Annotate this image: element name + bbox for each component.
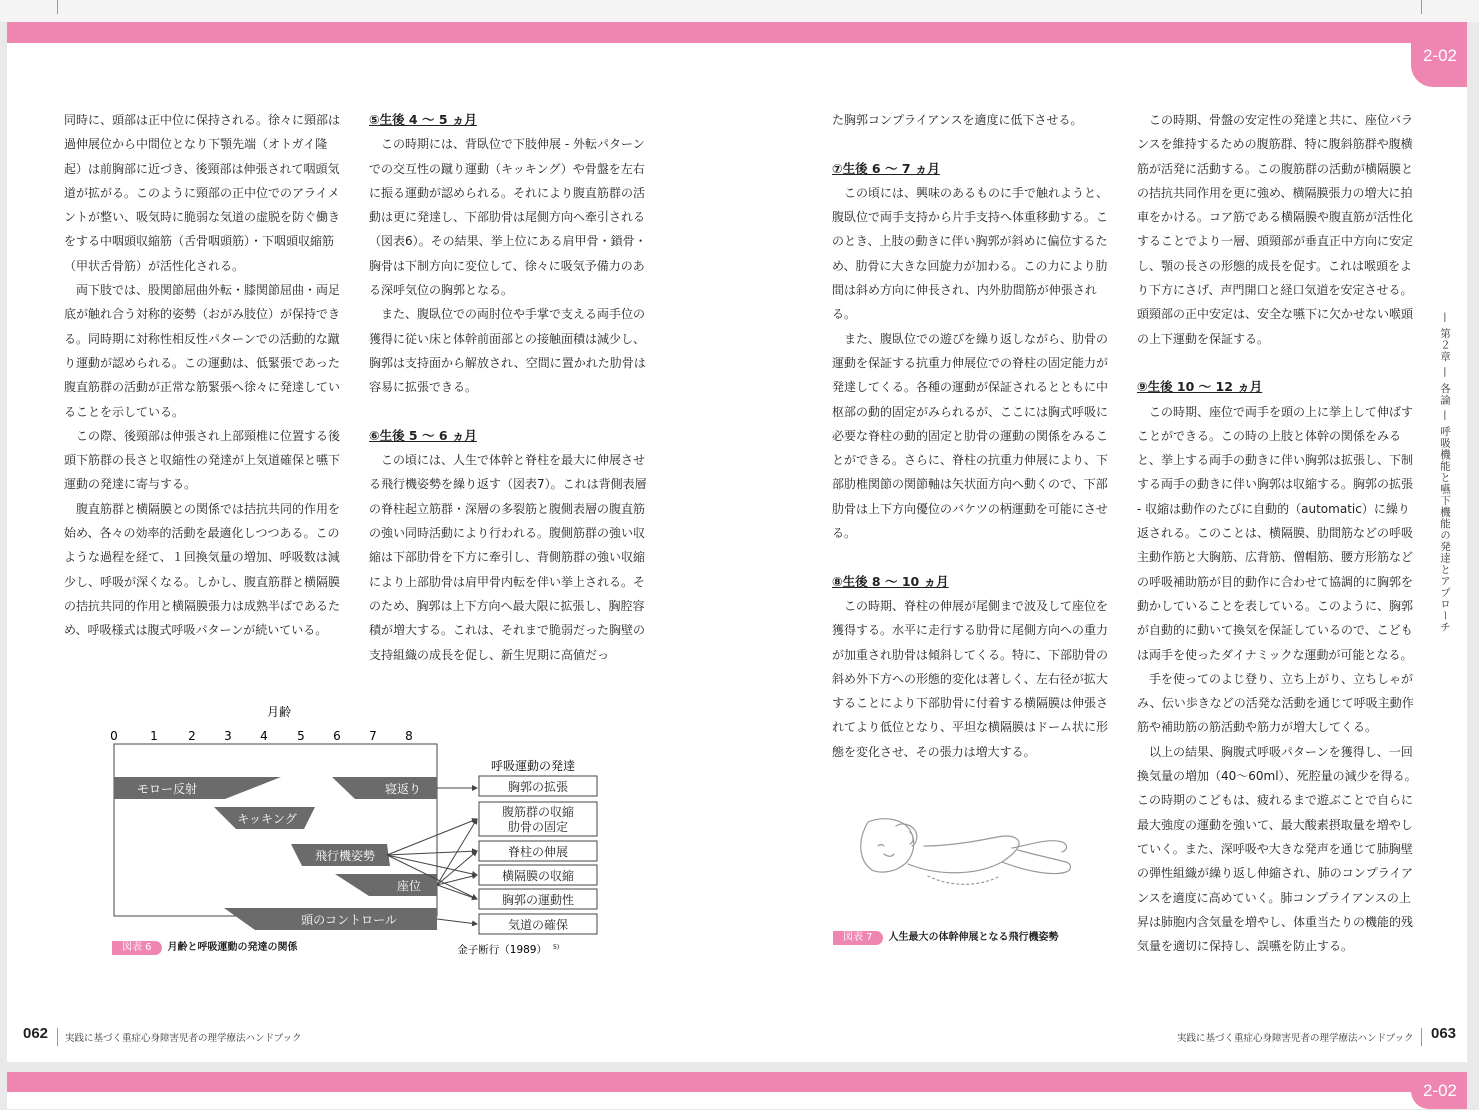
bar-label: 頭のコントロール (301, 913, 397, 927)
paragraph: 同時に、頭部は正中位に保持される。徐々に頸部は過伸展位から中間位となり下顎先端（オトガイ隆起）は前胸部に近づき、後頸部は伸張されて咽頭気道が拡がる。このように頸部の正中位でのアライメントが整い、吸気時に脆弱な気道の虚脱を防ぐ働きをする中咽頭収縮筋（舌骨咽頭筋）・下咽頭収縮筋（甲状舌骨筋）が活性化される。 (64, 113, 341, 273)
sidebar-part: 各論 (1439, 382, 1451, 406)
chapter-tab: 2-02 (1411, 43, 1467, 87)
paragraph: 腹直筋群と横隔膜との関係では拮抗共同的作用を始め、各々の効率的活動を最適化しつつある。このような過程を経て、１回換気量の増加、呼吸数は減少し、呼吸が深くなる。しかし、腹直筋群と横隔膜の拮抗共同的作用と横隔膜張力は成熟半ばであるため、呼吸様式は腹式呼吸パターンが続いている。 (64, 501, 341, 638)
footer-title-right: 実践に基づく重症心身障害児者の理学療法ハンドブック (1177, 1033, 1414, 1044)
next-page-strip (7, 1072, 1467, 1109)
paragraph: この頃には、興味のあるものに手で触れようと、腹臥位で両手支持から片手支持へ体重移動する。このとき、上肢の動きに伴い胸郭が斜めに偏位するため、肋骨に大きな回旋力が加わる。この力により肋間は斜め方向に伸長され、内外肋間筋が伸張される。 (832, 185, 1109, 322)
bar-label: キッキング (237, 812, 297, 826)
dev-item: 横隔膜の収縮 (501, 869, 575, 883)
tick-label: 8 (405, 729, 413, 743)
dev-item: 肋骨の固定 (507, 820, 569, 834)
figure6-dev-title: 呼吸運動の発達 (490, 759, 576, 773)
paragraph: 手を使ってのよじ登り、立ち上がり、立ちしゃがみ、伝い歩きなどの活発な活動を通じて呼吸主動作筋や補助筋の筋活動や筋力が増大してくる。 (1137, 671, 1414, 735)
next-chapter-tab: 2-02 (1411, 1072, 1467, 1109)
sidebar-title: 呼吸機能と嚥下機能の発達とアプローチ (1439, 425, 1451, 633)
tick-label: 7 (369, 729, 377, 743)
section-heading: ⑨生後 10 〜 12 ヵ月 (1137, 379, 1263, 395)
section-heading: ⑧生後 8 〜 10 ヵ月 (832, 573, 949, 589)
dev-item: 気道の確保 (507, 918, 569, 932)
text-column-3 (832, 108, 1112, 764)
chapter-sidebar: — 第２章 — 各論 — 呼吸機能と嚥下機能の発達とアプローチ (1439, 312, 1451, 633)
footer-divider (57, 1028, 58, 1046)
section-heading: ⑤生後 4 〜 5 ヵ月 (369, 112, 477, 127)
crop-mark (1421, 0, 1422, 14)
figure6-source: 金子断行（1989） (457, 944, 547, 956)
paragraph: この時期、脊柱の伸展が尾側まで波及して座位を獲得する。水平に走行する肋骨に尾側方向への重力が加重され肋骨は傾斜してくる。特に、下部肋骨の斜め外下方への形態的変化は著しく、左右径が拡大することにより下部肋骨に付着する横隔膜は伸張されてより低位となり、平坦な横隔膜はドーム状に形態を変化させ、その張力は増大する。 (832, 598, 1109, 759)
tick-label: 3 (224, 729, 232, 743)
page-number-left: 062 (23, 1025, 49, 1042)
paragraph: 以上の結果、胸腹式呼吸パターンを獲得し、一回換気量の増加（40〜60ml）、死腔量の減少を得る。この時期のこどもは、疲れるまで遊ぶことで自らに最大強度の運動を強いて、最大酸素摂取量を増やしていく。また、深呼吸や大きな発声を通じて肺胸壁の弾性組織が繰り返し伸縮され、肺のコンプライアンスを適度に高めていく。肺コンプライアンスの上昇は肺胞内含気量を増やし、体重当たりの機能的残気量を適切に保持し、誤嚥を防止する。 (1137, 744, 1417, 954)
dev-item: 腹筋群の収縮 (501, 805, 575, 819)
figure7-badge: 図表 7 (833, 931, 883, 945)
paragraph: た胸郭コンプライアンスを適度に低下させる。 (832, 113, 1083, 127)
paragraph: また、腹臥位での遊びを繰り返しながら、肋骨の運動を保証する抗重力伸展位での脊柱の固定能力が発達してくる。各種の運動が保証されるとともに中枢部の動的固定がみられるが、ここには胸式呼吸に必要な脊柱の動的固定と肋骨の運動の関係をみることができる。さらに、脊柱の抗重力伸展により、下部肋椎関節の関節軸は矢状面方向へ動くので、下部肋骨は上下方向優位のバケツの柄運動を可能にさせる。 (832, 331, 1109, 541)
dev-item: 胸郭の運動性 (501, 893, 575, 907)
footer-divider (1421, 1028, 1422, 1046)
tick-label: 0 (110, 729, 118, 743)
text-column-4 (1137, 108, 1417, 958)
paragraph: この際、後頸部は伸張され上部頸椎に位置する後頭下筋群の長さと収縮性の発達が上気道確保と嚥下運動の発達に寄与する。 (64, 428, 341, 492)
paragraph: この時期、骨盤の安定性の発達と共に、座位バランスを維持するための腹筋群、特に腹斜筋群や腹横筋が活発に活動する。この腹筋群の活動が横隔膜との拮抗共同作用を更に強め、横隔膜張力の増大に拍車をかける。コア筋である横隔膜や腹直筋が活性化することでより一層、頭頸部が垂直正中方向に安定し、顎の長さの形態的成長を促す。これは喉頭をより下方にさげ、声門開口と経口気道を安定させる。頭頸部の正中安定は、安全な嚥下に欠かせない喉頭の上下運動を保証する。 (1137, 113, 1414, 346)
figure7-illustration (832, 802, 1082, 912)
figure7-caption (833, 928, 1059, 945)
figure6-source-ref: 5) (553, 944, 560, 951)
next-header-band (7, 1072, 1467, 1092)
page-number-right: 063 (1431, 1025, 1457, 1042)
crop-mark (57, 0, 58, 14)
figure6-badge: 図表 6 (112, 941, 162, 955)
figure6-axis-title: 月齢 (266, 705, 292, 719)
sidebar-chapter: 第２章 (1439, 327, 1451, 363)
section-heading: ⑥生後 5 〜 6 ヵ月 (369, 427, 477, 443)
section-heading: ⑦生後 6 〜 7 ヵ月 (832, 160, 940, 176)
previous-page-strip (0, 0, 1479, 22)
dev-item: 胸郭の拡張 (507, 780, 569, 794)
tick-label: 5 (297, 729, 305, 743)
bar-label: 飛行機姿勢 (314, 849, 376, 863)
text-column-2 (369, 108, 649, 667)
footer-title-left: 実践に基づく重症心身障害児者の理学療法ハンドブック (65, 1033, 302, 1044)
tick-label: 6 (333, 729, 341, 743)
paragraph: 両下肢では、股関節屈曲外転・膝関節屈曲・両足底が触れ合う対称的姿勢（おがみ肢位）が保持できる。同時期に対称性相反性パターンでの活動的な蹴り運動が認められる。この運動は、低緊張であった腹直筋群の活動が正常な筋緊張へ徐々に発達していることを示している。 (64, 283, 341, 419)
tick-label: 2 (188, 729, 196, 743)
bar-label: モロー反射 (136, 782, 198, 796)
paragraph: この頃には、人生で体幹と脊柱を最大に伸展させる飛行機姿勢を繰り返す（図表7）。これは背側表層の脊柱起立筋群・深層の多裂筋と腹側表層の腹直筋の強い同時活動により行われる。腹側筋群の強い収縮は下部肋骨を下方に牽引し、背側筋群の強い収縮により上部肋骨は肩甲骨内転を伴い挙上される。そのため、胸郭は上下方向へ最大限に拡張し、胸腔容積が増大する。これは、それまで脆弱だった胸壁の支持組織の成長を促し、新生児期に高値だっ (369, 453, 647, 662)
tick-label: 4 (260, 729, 268, 743)
tick-label: 1 (150, 729, 158, 743)
bar-label: 寝返り (384, 782, 422, 796)
paragraph: この時期、座位で両手を頭の上に挙上して伸ばすことができる。この時の上肢と体幹の関係をみると、挙上する両手の動きに伴い胸郭は拡張し、下制する両手の動きに伴い胸郭は収縮する。胸郭の拡張 - 収縮は動作のたびに自動的（automatic）に繰り返される。このことは、横隔膜、肋間筋などの呼吸主動作筋と大胸筋、広背筋、僧帽筋、腰方形筋などの呼吸補助筋が目的動作に合わせて協調的に胸郭を動かしていることを表している。このように、胸郭が自動的に動いて換気を保証しているので、こどもは両手を使ったダイナミックな運動が可能となる。 (1137, 404, 1414, 662)
bar-sitting (335, 874, 437, 896)
header-band (7, 22, 1467, 43)
figure6-caption-text: 月齢と呼吸運動の発達の関係 (167, 942, 298, 953)
figure6-diagram (107, 702, 607, 962)
book-spread (7, 22, 1467, 1062)
dev-item: 脊柱の伸展 (507, 845, 569, 859)
paragraph: また、腹臥位での両肘位や手掌で支える両手位の獲得に従い床と体幹前面部との接触面積は減少し、胸郭は支持面から解放され、空間に置かれた肋骨は容易に拡張できる。 (369, 307, 646, 395)
figure7-caption-text: 人生最大の体幹伸展となる飛行機姿勢 (888, 932, 1059, 943)
paragraph: この時期には、背臥位で下肢伸展 - 外転パターンでの交互性の蹴り運動（キッキング）や骨盤を左右に振る運動が認められる。それにより腹直筋群の活動は更に発達し、下部肋骨は尾側方向へ牽引される（図表6）。その結果、挙上位にある肩甲骨・鎖骨・胸骨は下制方向に変位して、徐々に吸気予備力のある深呼気位の胸郭となる。 (369, 137, 647, 298)
text-column-1 (64, 108, 344, 643)
bar-label: 座位 (396, 879, 422, 893)
figure6-caption (112, 938, 298, 955)
